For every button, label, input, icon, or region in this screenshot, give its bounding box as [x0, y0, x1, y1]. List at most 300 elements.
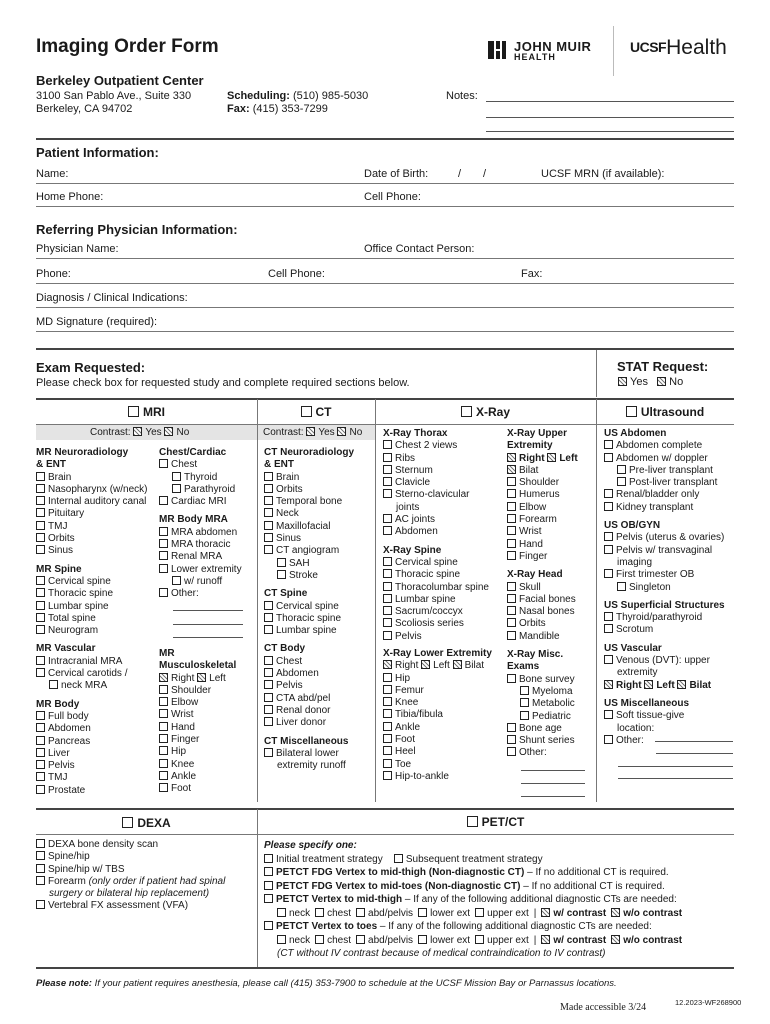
mri-parathyroid[interactable]: Parathyroid	[159, 484, 242, 496]
xr-lower-knee-checkbox[interactable]	[383, 697, 392, 706]
msk-knee-checkbox[interactable]	[159, 759, 168, 768]
xr-pelvis-checkbox[interactable]	[383, 631, 392, 640]
xr-upper-finger[interactable]: Finger	[507, 551, 578, 563]
mri-pancreas-checkbox[interactable]	[36, 736, 45, 745]
msk-hand-checkbox[interactable]	[159, 722, 168, 731]
xr-scoliosis-series-checkbox[interactable]	[383, 618, 392, 627]
mri-prostate-checkbox[interactable]	[36, 785, 45, 794]
us-pelvis-uterus-ovaries-checkbox[interactable]	[604, 532, 613, 541]
mri-lumbar-spine-checkbox[interactable]	[36, 601, 45, 610]
pet-subsequent-checkbox[interactable]	[394, 854, 403, 863]
xr-upper-hand-checkbox[interactable]	[507, 539, 516, 548]
xr-lumbar-spine[interactable]: Lumbar spine	[383, 594, 489, 606]
pet-row4-upper-ext-checkbox[interactable]	[475, 935, 484, 944]
xr-other-checkbox[interactable]	[507, 747, 516, 756]
physician-row-2-line[interactable]	[36, 283, 734, 284]
us-singleton[interactable]: Singleton	[604, 582, 725, 594]
mri-mra-abdomen-checkbox[interactable]	[159, 527, 168, 536]
mri-pituitary-checkbox[interactable]	[36, 508, 45, 517]
ct-brain-checkbox[interactable]	[264, 472, 273, 481]
ct-cervical-spine-checkbox[interactable]	[264, 601, 273, 610]
mri-abdomen[interactable]: Abdomen	[36, 723, 147, 735]
mri-pituitary[interactable]: Pituitary	[36, 508, 147, 520]
xr-mandible[interactable]: Mandible	[507, 631, 578, 643]
mri-liver[interactable]: Liver	[36, 748, 147, 760]
xr-orbits-checkbox[interactable]	[507, 618, 516, 627]
dexa-spine-hip-w-tbs[interactable]: Spine/hip w/ TBS	[36, 864, 225, 876]
us-abdomen-complete[interactable]: Abdomen complete	[604, 440, 725, 452]
us-pelvis-uterus-ovaries[interactable]: Pelvis (uterus & ovaries)	[604, 532, 725, 544]
mri-liver-checkbox[interactable]	[36, 748, 45, 757]
pet-row3-lower-ext-checkbox[interactable]	[418, 908, 427, 917]
mri-neck-mra-checkbox[interactable]	[49, 680, 58, 689]
xr-joints[interactable]: joints	[396, 501, 420, 513]
mri-w-runoff-checkbox[interactable]	[172, 576, 181, 585]
xr-upper-elbow-checkbox[interactable]	[507, 502, 516, 511]
xr-upper-right[interactable]	[507, 453, 516, 462]
dexa-spine-hip[interactable]: Spine/hip	[36, 851, 225, 863]
pet-row4-lower-ext-checkbox[interactable]	[418, 935, 427, 944]
xr-facial-bones-checkbox[interactable]	[507, 594, 516, 603]
xr-nasal-bones[interactable]: Nasal bones	[507, 606, 578, 618]
mri-chest-checkbox[interactable]	[159, 459, 168, 468]
mri-mra-thoracic[interactable]: MRA thoracic	[159, 539, 242, 551]
ct-maxillofacial[interactable]: Maxillofacial	[264, 521, 354, 533]
ct-sinus-checkbox[interactable]	[264, 533, 273, 542]
us-pre-liver-transplant[interactable]: Pre-liver transplant	[604, 465, 725, 477]
us-soft-tissue-give[interactable]: Soft tissue-give	[604, 710, 725, 722]
xr-lower-foot-checkbox[interactable]	[383, 734, 392, 743]
xr-metabolic[interactable]: Metabolic	[507, 698, 578, 710]
msk-right-checkbox[interactable]	[159, 673, 168, 682]
xr-sacrum-coccyx-checkbox[interactable]	[383, 606, 392, 615]
xr-upper-forearm[interactable]: Forearm	[507, 514, 578, 526]
msk-elbow[interactable]: Elbow	[159, 697, 236, 709]
pet-opt1-checkbox[interactable]	[264, 867, 273, 876]
xr-thoracolumbar-spine[interactable]: Thoracolumbar spine	[383, 582, 489, 594]
xr-lumbar-spine-checkbox[interactable]	[383, 594, 392, 603]
ct-orbits[interactable]: Orbits	[264, 484, 354, 496]
xr-lower-hip-checkbox[interactable]	[383, 673, 392, 682]
xr-cervical-spine[interactable]: Cervical spine	[383, 557, 489, 569]
mri-orbits-checkbox[interactable]	[36, 533, 45, 542]
ct-temporal-bone-checkbox[interactable]	[264, 496, 273, 505]
xr-lower-heel[interactable]: Heel	[383, 746, 492, 758]
mri-full-body[interactable]: Full body	[36, 711, 147, 723]
xr-facial-bones[interactable]: Facial bones	[507, 594, 578, 606]
mri-intracranial-mra[interactable]: Intracranial MRA	[36, 656, 147, 668]
ct-sinus[interactable]: Sinus	[264, 533, 354, 545]
pet-row3-wo-contrast-checkbox[interactable]	[611, 908, 620, 917]
stat-yes-checkbox[interactable]	[618, 377, 627, 386]
mri-abdomen-checkbox[interactable]	[36, 723, 45, 732]
ct-liver-donor-checkbox[interactable]	[264, 717, 273, 726]
us-vasc-bilat[interactable]	[677, 680, 686, 689]
us-location[interactable]: location:	[617, 722, 655, 734]
xr-upper-forearm-checkbox[interactable]	[507, 514, 516, 523]
xr-lower-foot[interactable]: Foot	[383, 734, 492, 746]
xr-pediatric-checkbox[interactable]	[520, 711, 529, 720]
mri-total-spine[interactable]: Total spine	[36, 613, 147, 625]
xr-chest-2-views-checkbox[interactable]	[383, 440, 392, 449]
mri-cervical-carotids[interactable]: Cervical carotids /	[36, 668, 147, 680]
us-checkbox[interactable]	[626, 406, 637, 417]
pet-opt4-checkbox[interactable]	[264, 921, 273, 930]
us-kidney-transplant-checkbox[interactable]	[604, 502, 613, 511]
ct-orbits-checkbox[interactable]	[264, 484, 273, 493]
xr-abdomen-checkbox[interactable]	[383, 526, 392, 535]
msk-knee[interactable]: Knee	[159, 759, 236, 771]
notes-line-1[interactable]	[486, 101, 734, 102]
xr-lower-toe-checkbox[interactable]	[383, 759, 392, 768]
xr-shunt-series[interactable]: Shunt series	[507, 735, 578, 747]
pet-row3-w-contrast-checkbox[interactable]	[541, 908, 550, 917]
xr-orbits[interactable]: Orbits	[507, 618, 578, 630]
xr-lower-ankle-checkbox[interactable]	[383, 722, 392, 731]
msk-ankle-checkbox[interactable]	[159, 771, 168, 780]
ct-neck-checkbox[interactable]	[264, 508, 273, 517]
xr-upper-bilat[interactable]: Bilat	[507, 465, 578, 477]
dexa-vfa-checkbox[interactable]	[36, 900, 45, 909]
mri-internal-auditory-canal-checkbox[interactable]	[36, 496, 45, 505]
us-renal-bladder-only[interactable]: Renal/bladder only	[604, 489, 725, 501]
mri-tmj-checkbox[interactable]	[36, 772, 45, 781]
petct-checkbox[interactable]	[467, 816, 478, 827]
mri-tmj[interactable]: TMJ	[36, 772, 147, 784]
ct-extremity-runoff[interactable]: extremity runoff	[277, 760, 346, 772]
dexa-spine-hip-w-tbs-checkbox[interactable]	[36, 864, 45, 873]
ct-abdomen[interactable]: Abdomen	[264, 668, 354, 680]
mri-pelvis-checkbox[interactable]	[36, 760, 45, 769]
msk-ankle[interactable]: Ankle	[159, 771, 236, 783]
mri-neck-mra[interactable]: neck MRA	[36, 680, 147, 692]
xr-upper-humerus-checkbox[interactable]	[507, 489, 516, 498]
xr-lower-left[interactable]	[421, 660, 430, 669]
pet-opt2-checkbox[interactable]	[264, 881, 273, 890]
us-thyroid-parathyroid-checkbox[interactable]	[604, 612, 613, 621]
mri-brain-checkbox[interactable]	[36, 472, 45, 481]
msk-wrist[interactable]: Wrist	[159, 709, 236, 721]
xr-cervical-spine-checkbox[interactable]	[383, 557, 392, 566]
mri-full-body-checkbox[interactable]	[36, 711, 45, 720]
xray-checkbox[interactable]	[461, 406, 472, 417]
ct-chest[interactable]: Chest	[264, 656, 354, 668]
mri-lower-extremity[interactable]: Lower extremity	[159, 564, 242, 576]
mri-cervical-spine[interactable]: Cervical spine	[36, 576, 147, 588]
us-vasc-right[interactable]	[604, 680, 613, 689]
xr-clavicle-checkbox[interactable]	[383, 477, 392, 486]
xr-lower-knee[interactable]: Knee	[383, 697, 492, 709]
xr-thoracic-spine-checkbox[interactable]	[383, 569, 392, 578]
xr-lower-heel-checkbox[interactable]	[383, 746, 392, 755]
ct-neck[interactable]: Neck	[264, 508, 354, 520]
xr-abdomen[interactable]: Abdomen	[383, 526, 489, 538]
ct-cervical-spine[interactable]: Cervical spine	[264, 601, 354, 613]
mri-cervical-spine-checkbox[interactable]	[36, 576, 45, 585]
msk-wrist-checkbox[interactable]	[159, 709, 168, 718]
patient-row-2-line[interactable]	[36, 206, 734, 207]
us-pelvis-w-transvaginal-checkbox[interactable]	[604, 545, 613, 554]
xr-bone-survey-checkbox[interactable]	[507, 674, 516, 683]
us-first-trimester-ob-checkbox[interactable]	[604, 569, 613, 578]
ct-cta-abd-pel-checkbox[interactable]	[264, 693, 273, 702]
ct-sah[interactable]: SAH	[264, 558, 354, 570]
xr-upper-humerus[interactable]: Humerus	[507, 489, 578, 501]
xr-upper-wrist-checkbox[interactable]	[507, 526, 516, 535]
pet-row4-wo-contrast-checkbox[interactable]	[611, 935, 620, 944]
ct-pelvis[interactable]: Pelvis	[264, 680, 354, 692]
msk-foot-checkbox[interactable]	[159, 783, 168, 792]
ct-contrast-yes[interactable]	[306, 427, 315, 436]
msk-finger[interactable]: Finger	[159, 734, 236, 746]
mri-pancreas[interactable]: Pancreas	[36, 736, 147, 748]
us-abdomen-complete-checkbox[interactable]	[604, 440, 613, 449]
dexa-dexa-bone-density-scan[interactable]: DEXA bone density scan	[36, 839, 225, 851]
ct-abdomen-checkbox[interactable]	[264, 668, 273, 677]
xr-myeloma-checkbox[interactable]	[520, 686, 529, 695]
mri-neurogram-checkbox[interactable]	[36, 625, 45, 634]
xr-clavicle[interactable]: Clavicle	[383, 477, 489, 489]
xr-sternum-checkbox[interactable]	[383, 465, 392, 474]
ct-pelvis-checkbox[interactable]	[264, 680, 273, 689]
ct-thoracic-spine[interactable]: Thoracic spine	[264, 613, 354, 625]
mri-cardiac-mri[interactable]: Cardiac MRI	[159, 496, 242, 508]
mri-internal-auditory-canal[interactable]: Internal auditory canal	[36, 496, 147, 508]
xr-ac-joints-checkbox[interactable]	[383, 514, 392, 523]
xr-sternum[interactable]: Sternum	[383, 465, 489, 477]
xr-nasal-bones-checkbox[interactable]	[507, 606, 516, 615]
pet-opt3-checkbox[interactable]	[264, 894, 273, 903]
pet-row3-chest-checkbox[interactable]	[315, 908, 324, 917]
notes-line-2[interactable]	[486, 117, 734, 118]
pet-row4-chest-checkbox[interactable]	[315, 935, 324, 944]
xr-other[interactable]: Other:	[507, 747, 578, 759]
xr-lower-tibia-fibula-checkbox[interactable]	[383, 709, 392, 718]
dexa-forearm-checkbox[interactable]	[36, 876, 45, 885]
us-scrotum[interactable]: Scrotum	[604, 624, 725, 636]
xr-lower-femur-checkbox[interactable]	[383, 685, 392, 694]
xr-pelvis[interactable]: Pelvis	[383, 631, 489, 643]
ct-contrast-no[interactable]	[337, 427, 346, 436]
pet-row3-neck-checkbox[interactable]	[277, 908, 286, 917]
signature-line[interactable]	[36, 331, 734, 332]
us-extremity[interactable]: extremity	[617, 667, 658, 679]
ct-lumbar-spine-checkbox[interactable]	[264, 625, 273, 634]
us-abdomen-w-doppler-checkbox[interactable]	[604, 453, 613, 462]
xr-upper-shoulder-checkbox[interactable]	[507, 477, 516, 486]
msk-left-checkbox[interactable]	[197, 673, 206, 682]
xr-bone-age-checkbox[interactable]	[507, 723, 516, 732]
xr-upper-hand[interactable]: Hand	[507, 539, 578, 551]
ct-maxillofacial-checkbox[interactable]	[264, 521, 273, 530]
us-first-trimester-ob[interactable]: First trimester OB	[604, 569, 725, 581]
ct-chest-checkbox[interactable]	[264, 656, 273, 665]
mri-orbits[interactable]: Orbits	[36, 533, 147, 545]
xr-thoracolumbar-spine-checkbox[interactable]	[383, 582, 392, 591]
mri-contrast-yes[interactable]	[133, 427, 142, 436]
ct-temporal-bone[interactable]: Temporal bone	[264, 496, 354, 508]
ct-bilateral-lower-checkbox[interactable]	[264, 748, 273, 757]
pet-row3-abd-pelvis-checkbox[interactable]	[356, 908, 365, 917]
pet-initial-checkbox[interactable]	[264, 854, 273, 863]
us-soft-tissue-give-checkbox[interactable]	[604, 710, 613, 719]
pet-row4-w-contrast-checkbox[interactable]	[541, 935, 550, 944]
mri-lumbar-spine[interactable]: Lumbar spine	[36, 601, 147, 613]
ct-checkbox[interactable]	[301, 406, 312, 417]
xr-upper-finger-checkbox[interactable]	[507, 551, 516, 560]
dexa-spine-hip-checkbox[interactable]	[36, 851, 45, 860]
xr-ac-joints[interactable]: AC joints	[383, 514, 489, 526]
diagnosis-line[interactable]	[36, 307, 734, 308]
mri-thoracic-spine-checkbox[interactable]	[36, 588, 45, 597]
us-kidney-transplant[interactable]: Kidney transplant	[604, 502, 725, 514]
ct-lumbar-spine[interactable]: Lumbar spine	[264, 625, 354, 637]
dexa-checkbox[interactable]	[122, 817, 133, 828]
us-venous-dvt-upper[interactable]: Venous (DVT): upper	[604, 655, 725, 667]
xr-skull[interactable]: Skull	[507, 582, 578, 594]
xr-upper-left[interactable]	[547, 453, 556, 462]
mri-lower-extremity-checkbox[interactable]	[159, 564, 168, 573]
msk-hip[interactable]: Hip	[159, 746, 236, 758]
msk-hip-checkbox[interactable]	[159, 746, 168, 755]
mri-contrast-no[interactable]	[164, 427, 173, 436]
mri-brain[interactable]: Brain	[36, 472, 147, 484]
xr-upper-bilat-checkbox[interactable]	[507, 465, 516, 474]
us-pre-liver-transplant-checkbox[interactable]	[617, 465, 626, 474]
us-abdomen-w-doppler[interactable]: Abdomen w/ doppler	[604, 453, 725, 465]
xr-metabolic-checkbox[interactable]	[520, 698, 529, 707]
xr-mandible-checkbox[interactable]	[507, 631, 516, 640]
msk-foot[interactable]: Foot	[159, 783, 236, 795]
mri-renal-mra[interactable]: Renal MRA	[159, 551, 242, 563]
pet-row3-upper-ext-checkbox[interactable]	[475, 908, 484, 917]
us-pelvis-w-transvaginal[interactable]: Pelvis w/ transvaginal	[604, 545, 725, 557]
mri-nasopharynx-w-neck-checkbox[interactable]	[36, 484, 45, 493]
mri-mra-thoracic-checkbox[interactable]	[159, 539, 168, 548]
msk-hand[interactable]: Hand	[159, 722, 236, 734]
xr-lower-bilat[interactable]	[453, 660, 462, 669]
xr-thoracic-spine[interactable]: Thoracic spine	[383, 569, 489, 581]
msk-shoulder[interactable]: Shoulder	[159, 685, 236, 697]
mri-prostate[interactable]: Prostate	[36, 785, 147, 797]
us-other-checkbox[interactable]	[604, 735, 613, 744]
msk-finger-checkbox[interactable]	[159, 734, 168, 743]
mri-checkbox[interactable]	[128, 406, 139, 417]
xr-sterno-clavicular[interactable]: Sterno-clavicular	[383, 489, 489, 501]
mri-pelvis[interactable]: Pelvis	[36, 760, 147, 772]
mri-thyroid-checkbox[interactable]	[172, 472, 181, 481]
ct-liver-donor[interactable]: Liver donor	[264, 717, 354, 729]
xr-sterno-clavicular-checkbox[interactable]	[383, 489, 392, 498]
mri-thyroid[interactable]: Thyroid	[159, 472, 242, 484]
mri-cervical-carotids-checkbox[interactable]	[36, 668, 45, 677]
ct-ct-angiogram[interactable]: CT angiogram	[264, 545, 354, 557]
xr-pediatric[interactable]: Pediatric	[507, 711, 578, 723]
ct-ct-angiogram-checkbox[interactable]	[264, 545, 273, 554]
mri-intracranial-mra-checkbox[interactable]	[36, 656, 45, 665]
mri-cardiac-mri-checkbox[interactable]	[159, 496, 168, 505]
physician-row-1-line[interactable]	[36, 258, 734, 259]
stat-no-checkbox[interactable]	[657, 377, 666, 386]
mri-thoracic-spine[interactable]: Thoracic spine	[36, 588, 147, 600]
xr-chest-2-views[interactable]: Chest 2 views	[383, 440, 489, 452]
mri-nasopharynx-w-neck[interactable]: Nasopharynx (w/neck)	[36, 484, 147, 496]
mri-w-runoff[interactable]: w/ runoff	[159, 576, 242, 588]
xr-bone-survey[interactable]: Bone survey	[507, 674, 578, 686]
msk-shoulder-checkbox[interactable]	[159, 685, 168, 694]
mri-sinus-checkbox[interactable]	[36, 545, 45, 554]
xr-ribs[interactable]: Ribs	[383, 453, 489, 465]
mri-other[interactable]: Other:	[159, 588, 242, 600]
us-singleton-checkbox[interactable]	[617, 582, 626, 591]
us-post-liver-transplant[interactable]: Post-liver transplant	[604, 477, 725, 489]
xr-scoliosis-series[interactable]: Scoliosis series	[383, 618, 489, 630]
mri-tmj[interactable]: TMJ	[36, 521, 147, 533]
us-renal-bladder-only-checkbox[interactable]	[604, 489, 613, 498]
mri-renal-mra-checkbox[interactable]	[159, 551, 168, 560]
mri-sinus[interactable]: Sinus	[36, 545, 147, 557]
patient-row-1-line[interactable]	[36, 183, 734, 184]
xr-lower-right[interactable]	[383, 660, 392, 669]
ct-renal-donor-checkbox[interactable]	[264, 705, 273, 714]
xr-lower-toe[interactable]: Toe	[383, 759, 492, 771]
us-vasc-left[interactable]	[644, 680, 653, 689]
ct-brain[interactable]: Brain	[264, 472, 354, 484]
ct-cta-abd-pel[interactable]: CTA abd/pel	[264, 693, 354, 705]
mri-chest[interactable]: Chest	[159, 459, 242, 471]
mri-parathyroid-checkbox[interactable]	[172, 484, 181, 493]
us-scrotum-checkbox[interactable]	[604, 624, 613, 633]
xr-lower-femur[interactable]: Femur	[383, 685, 492, 697]
us-venous-dvt-upper-checkbox[interactable]	[604, 655, 613, 664]
pet-row4-abd-pelvis-checkbox[interactable]	[356, 935, 365, 944]
xr-lower-hip-to-ankle-checkbox[interactable]	[383, 771, 392, 780]
pet-row4-neck-checkbox[interactable]	[277, 935, 286, 944]
xr-shunt-series-checkbox[interactable]	[507, 735, 516, 744]
mri-other-checkbox[interactable]	[159, 588, 168, 597]
ct-sah-checkbox[interactable]	[277, 558, 286, 567]
dexa-dexa-bone-density-scan-checkbox[interactable]	[36, 839, 45, 848]
mri-mra-abdomen[interactable]: MRA abdomen	[159, 527, 242, 539]
xr-sacrum-coccyx[interactable]: Sacrum/coccyx	[383, 606, 489, 618]
xr-upper-shoulder[interactable]: Shoulder	[507, 477, 578, 489]
xr-upper-elbow[interactable]: Elbow	[507, 502, 578, 514]
xr-bone-age[interactable]: Bone age	[507, 723, 578, 735]
us-other[interactable]: Other:	[604, 735, 725, 747]
xr-ribs-checkbox[interactable]	[383, 453, 392, 462]
xr-lower-tibia-fibula[interactable]: Tibia/fibula	[383, 709, 492, 721]
us-post-liver-transplant-checkbox[interactable]	[617, 477, 626, 486]
ct-bilateral-lower[interactable]: Bilateral lower	[264, 748, 354, 760]
xr-lower-hip-to-ankle[interactable]: Hip-to-ankle	[383, 771, 492, 783]
xr-upper-wrist[interactable]: Wrist	[507, 526, 578, 538]
xr-lower-hip[interactable]: Hip	[383, 673, 492, 685]
mri-total-spine-checkbox[interactable]	[36, 613, 45, 622]
ct-stroke[interactable]: Stroke	[264, 570, 354, 582]
ct-thoracic-spine-checkbox[interactable]	[264, 613, 273, 622]
xr-lower-ankle[interactable]: Ankle	[383, 722, 492, 734]
us-imaging[interactable]: imaging	[617, 556, 653, 568]
xr-skull-checkbox[interactable]	[507, 582, 516, 591]
mri-tmj-checkbox[interactable]	[36, 521, 45, 530]
ct-stroke-checkbox[interactable]	[277, 570, 286, 579]
notes-line-3[interactable]	[486, 131, 734, 132]
ct-renal-donor[interactable]: Renal donor	[264, 705, 354, 717]
xr-myeloma[interactable]: Myeloma	[507, 686, 578, 698]
msk-elbow-checkbox[interactable]	[159, 697, 168, 706]
us-thyroid-parathyroid[interactable]: Thyroid/parathyroid	[604, 612, 725, 624]
mri-neurogram[interactable]: Neurogram	[36, 625, 147, 637]
